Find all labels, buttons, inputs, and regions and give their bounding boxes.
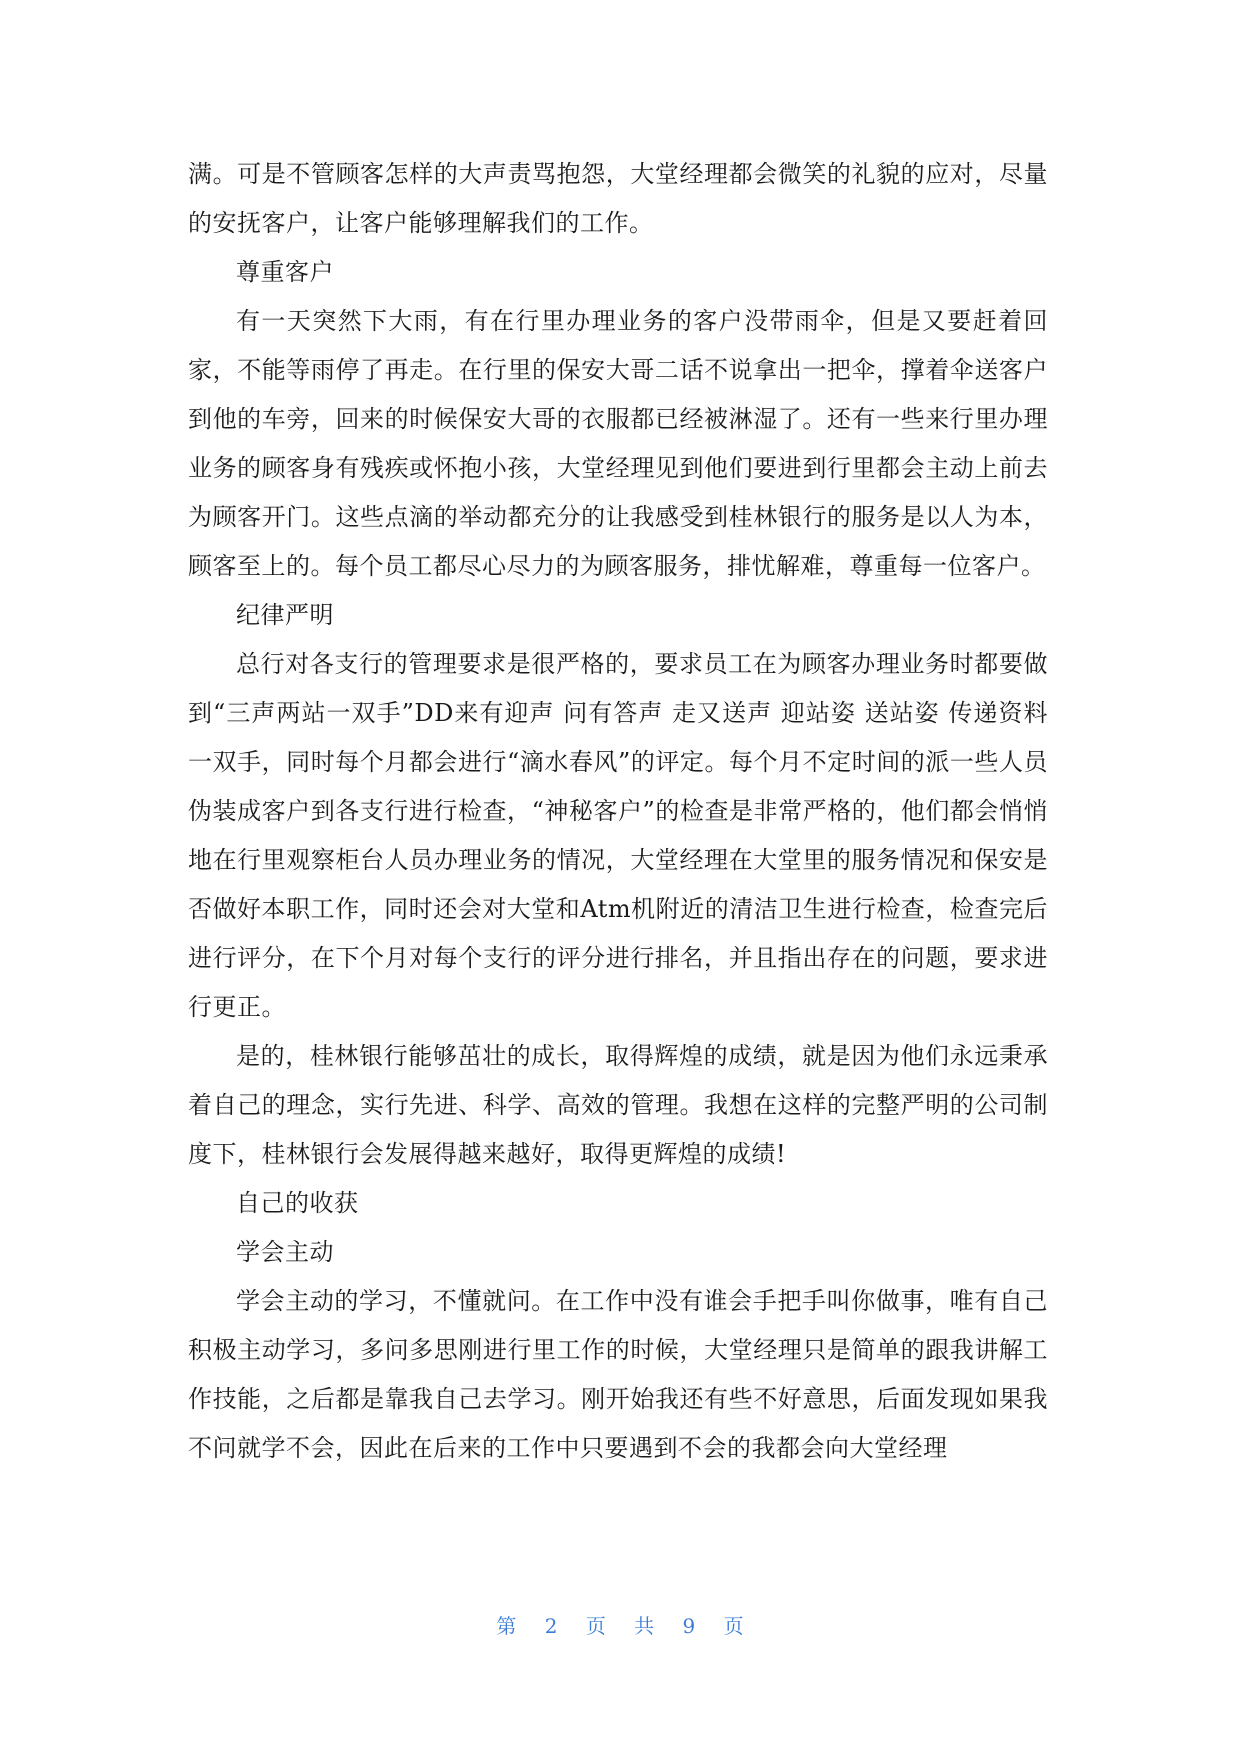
paragraph-management-requirements: 总行对各支行的管理要求是很严格的，要求员工在为顾客办理业务时都要做到“三声两站一双手”DD来有迎声 问有答声 走又送声 迎站姿 送站姿 传递资料一双手，同时每个月都会进行“滴水春风”的评定。每个月不定时间的派一些人员伪装成客户到各支行进行检查，“神秘客户”的检查是非常严格的，他们都会悄悄地在行里观察柜台人员办理业务的情况，大堂经理在大堂里的服务情况和保安是否做好本职工作，同时还会对大堂和Atm机附近的清洁卫生进行检查，检查完后进行评分，在下个月对每个支行的评分进行排名，并且指出存在的问题，要求进行更正。 (188, 650, 1048, 1021)
section-heading-learn-initiative: 学会主动 (236, 1238, 334, 1266)
paragraph-continuation: 满。可是不管顾客怎样的大声责骂抱怨，大堂经理都会微笑的礼貌的应对，尽量的安抚客户，让客户能够理解我们的工作。 (188, 160, 1048, 237)
footer-word-gong: 共 (634, 1614, 656, 1638)
section-heading-strict-discipline: 纪律严明 (236, 601, 334, 629)
footer-total-pages: 9 (682, 1614, 697, 1638)
section-heading-my-gains: 自己的收获 (236, 1189, 359, 1217)
document-body (188, 150, 1048, 1473)
page-footer (0, 1610, 1241, 1639)
footer-word-ye-2: 页 (723, 1614, 745, 1638)
section-heading-respect-customers: 尊重客户 (236, 258, 334, 286)
footer-word-ye: 页 (585, 1614, 607, 1638)
footer-word-di: 第 (496, 1614, 518, 1638)
footer-current-page: 2 (544, 1614, 559, 1638)
paragraph-rainy-day: 有一天突然下大雨，有在行里办理业务的客户没带雨伞，但是又要赶着回家，不能等雨停了再走。在行里的保安大哥二话不说拿出一把伞，撑着伞送客户到他的车旁，回来的时候保安大哥的衣服都已经被淋湿了。还有一些来行里办理业务的顾客身有残疾或怀抱小孩，大堂经理见到他们要进到行里都会主动上前去为顾客开门。这些点滴的举动都充分的让我感受到桂林银行的服务是以人为本，顾客至上的。每个员工都尽心尽力的为顾客服务，排忧解难，尊重每一位客户。 (188, 307, 1048, 580)
paragraph-learn-actively: 学会主动的学习，不懂就问。在工作中没有谁会手把手叫你做事，唯有自己积极主动学习，多问多思刚进行里工作的时候，大堂经理只是简单的跟我讲解工作技能，之后都是靠我自己去学习。刚开始我还有些不好意思，后面发现如果我不问就学不会，因此在后来的工作中只要遇到不会的我都会向大堂经理 (188, 1287, 1048, 1462)
paragraph-growth-summary: 是的，桂林银行能够茁壮的成长，取得辉煌的成绩，就是因为他们永远秉承着自己的理念，实行先进、科学、高效的管理。我想在这样的完整严明的公司制度下，桂林银行会发展得越来越好，取得更辉煌的成绩! (188, 1042, 1048, 1168)
